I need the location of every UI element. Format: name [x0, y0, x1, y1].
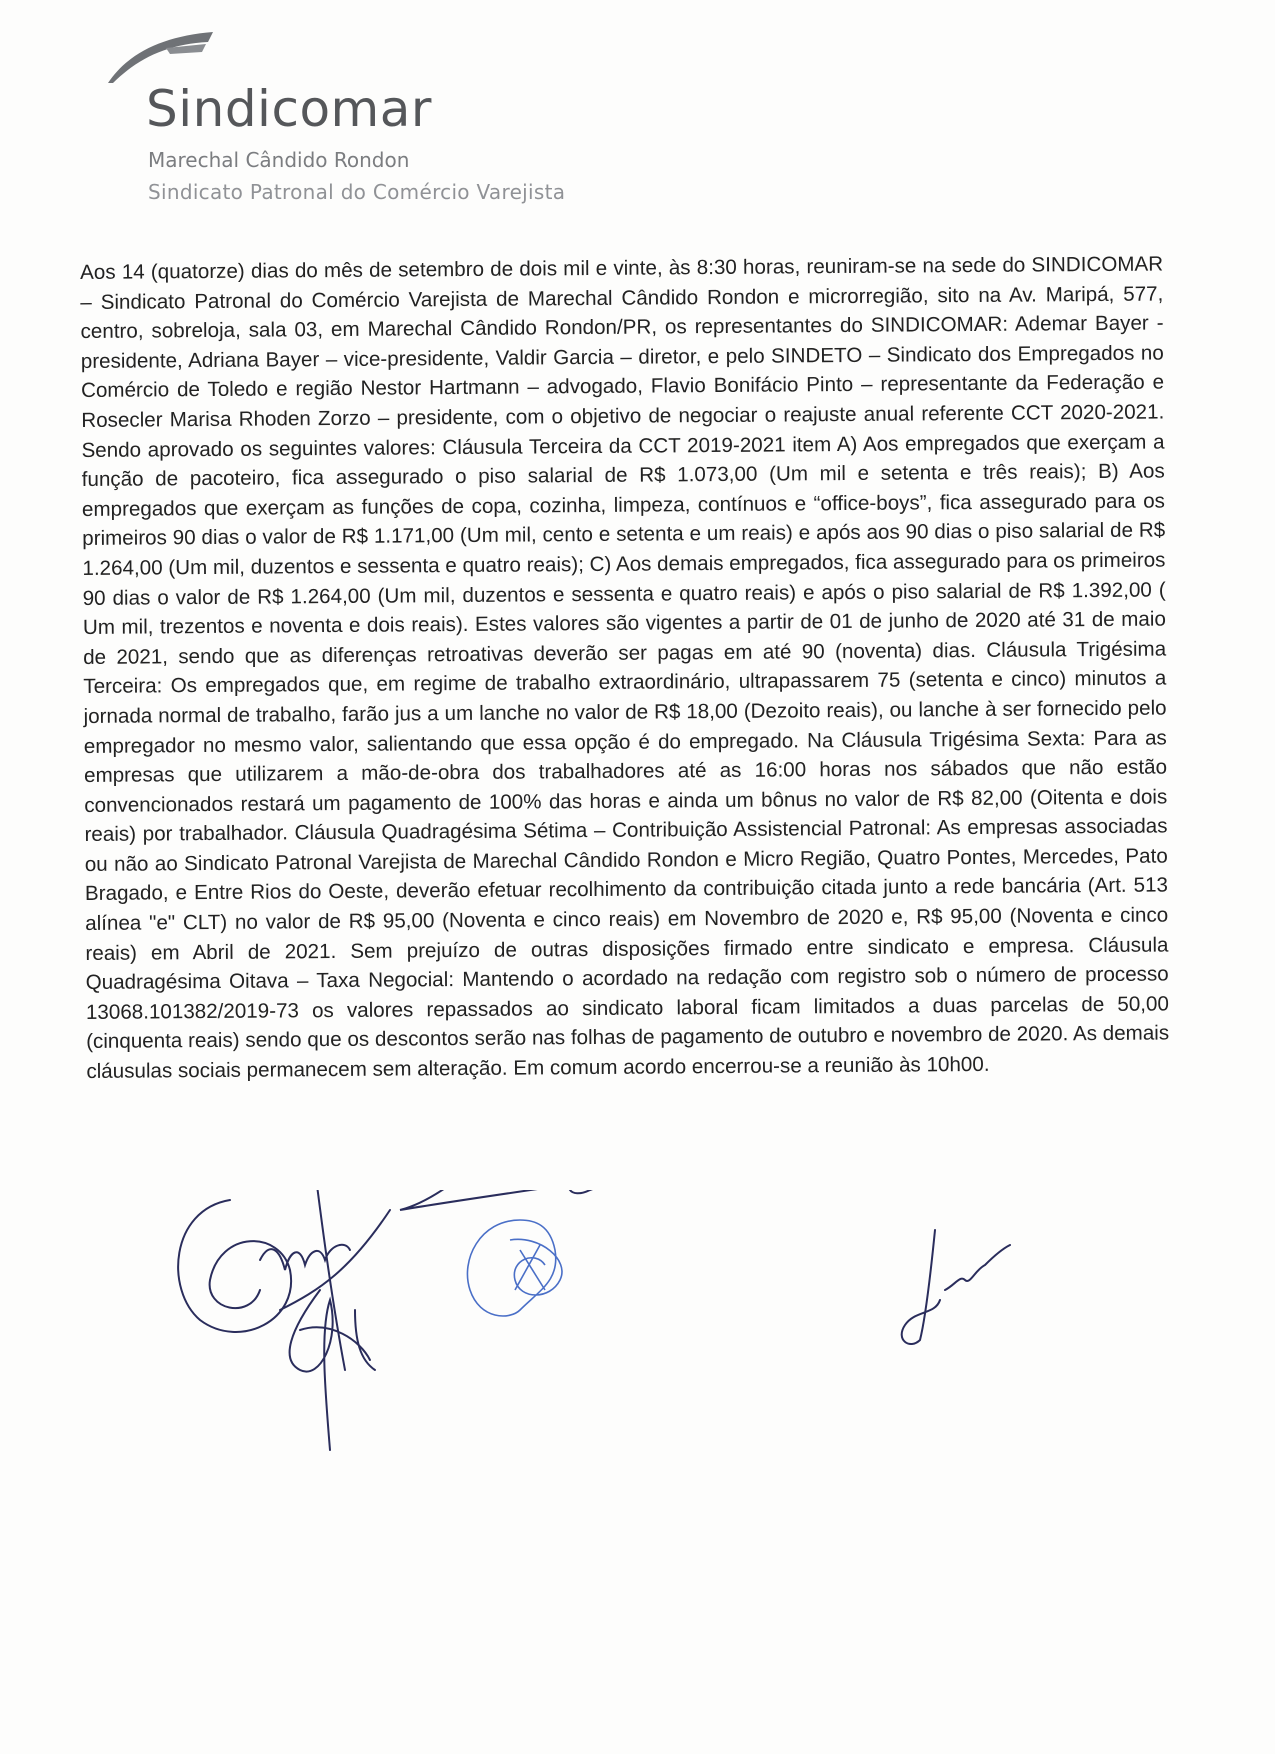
signature-4 [290, 1290, 375, 1450]
letterhead [108, 28, 668, 218]
signatures-area [0, 1190, 1275, 1610]
union-name: Sindicato Patronal do Comércio Varejista [148, 180, 566, 204]
stamp [467, 1220, 562, 1316]
signature-5 [902, 1190, 1070, 1344]
city-name: Marechal Cândido Rondon [148, 148, 410, 172]
meeting-minutes-text: Aos 14 (quatorze) dias do mês de setembro de dois mil e vinte, às 8:30 horas, reuniram-se na sede do SINDICOMAR – Sindicato Patronal do Comércio Varejista de Marechal Cândido Rondon e microrregião, sito na Av. Maripá, 577, centro, sobreloja, sala 03, em Marechal Cândido Rondon/PR, os representantes do SINDICOMAR: Ademar Bayer - presidente, Adriana Bayer – vice-presidente, Valdir Garcia – diretor, e pelo SINDETO – Sindicato dos Empregados no Comércio de Toledo e região Nestor Hartmann – advogado, Flavio Bonifácio Pinto – representante da Federação e Rosecler Marisa Rhoden Zorzo – presidente, com o objetivo de negociar o reajuste anual referente CCT 2020-2021. Sendo aprovado os seguintes valores: Cláusula Terceira da CCT 2019-2021 item A) Aos empregados que exerçam a função de pacoteiro, fica assegurado o piso salarial de R$ 1.073,00 (Um mil e setenta e três reais); B) Aos empregados que exerçam as funções de copa, cozinha, limpeza, contínuos e “office-boys”, fica assegurado para os primeiros 90 dias o valor de R$ 1.171,00 (Um mil, cento e setenta e um reais) e após aos 90 dias o piso salarial de R$ 1.264,00 (Um mil, duzentos e sessenta e quatro reais); C) Aos demais empregados, fica assegurado para os primeiros 90 dias o valor de R$ 1.264,00 (Um mil, duzentos e sessenta e quatro reais) e após o piso salarial de R$ 1.392,00 ( Um mil, trezentos e noventa e dois reais). Estes valores são vigentes a partir de 01 de junho de 2020 até 31 de maio de 2021, sendo que as diferenças retroativas deverão ser pagas em até 90 (noventa) dias. Cláusula Trigésima Terceira: Os empregados que, em regime de trabalho extraordinário, ultrapassarem 75 (setenta e cinco) minutos a jornada normal de trabalho, farão jus a um lanche no valor de R$ 18,00 (Dezoito reais), ou lanche à ser fornecido pelo empregador no mesmo valor, salientando que essa opção é do empregado. Na Cláusula Trigésima Sexta: Para as empresas que utilizarem a mão-de-obra dos trabalhadores até as 16:00 horas nos sábados que não estão convencionados restará um pagamento de 100% das horas e ainda um bônus no valor de R$ 82,00 (Oitenta e dois reais) por trabalhador. Cláusula Quadragésima Sétima – Contribuição Assistencial Patronal: As empresas associadas ou não ao Sindicato Patronal Varejista de Marechal Cândido Rondon e Micro Região, Quatro Pontes, Mercedes, Pato Bragado, e Entre Rios do Oeste, deverão efetuar recolhimento da contribuição citada junto a rede bancária (Art. 513 alínea "e" CLT) no valor de R$ 95,00 (Noventa e cinco reais) em Novembro de 2020 e, R$ 95,00 (Noventa e cinco reais) em Abril de 2021. Sem prejuízo de outras disposições firmado entre sindicato e empresa. Cláusula Quadragésima Oitava – Taxa Negocial: Mantendo o acordado na redação com registro sob o número de processo 13068.101382/2019-73 os valores repassados ao sindicato laboral ficam limitados a duas parcelas de 50,00 (cinquenta reais) sendo que os descontos serão nas folhas de pagamento de outubro e novembro de 2020. As demais cláusulas sociais permanecem sem alteração. Em comum acordo encerrou-se a reunião às 10h00. [80, 252, 1170, 1084]
signature-1 [400, 1190, 744, 1210]
brand-name: Sindicomar [146, 80, 432, 138]
